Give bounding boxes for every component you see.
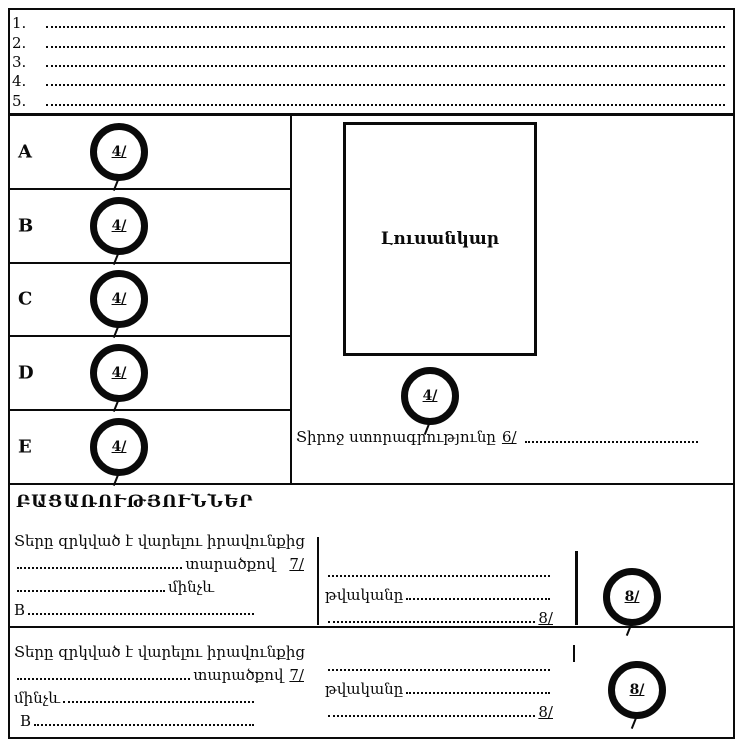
- stamp-number: 4/: [90, 197, 148, 255]
- until-line: [14, 684, 304, 707]
- dotted-field: [328, 573, 550, 577]
- category-row-a: [10, 116, 290, 190]
- stamp-number: 4/: [90, 270, 148, 328]
- line-number: 1.: [12, 14, 27, 33]
- dotted-field: [525, 439, 698, 443]
- dotted-field: [406, 690, 550, 694]
- stamp-number: 8/: [608, 661, 666, 719]
- deprivation-text-block: [14, 638, 304, 730]
- line-number: 4.: [12, 72, 27, 91]
- category-letter: B: [18, 215, 34, 237]
- category-line: [14, 707, 304, 730]
- stamp-circle-4: [90, 418, 148, 476]
- date-text-block: [325, 652, 553, 721]
- category-letter: C: [18, 288, 33, 310]
- line-number: 2.: [12, 33, 27, 52]
- territory-label: տարածքով: [193, 666, 284, 684]
- dotted-field: [17, 588, 165, 592]
- stamp-circle-4: [90, 123, 148, 181]
- stamp-tail: [631, 717, 637, 729]
- divider-bar: [573, 645, 575, 662]
- category-row-c: [10, 264, 290, 338]
- footnote-marker-8: 8/: [538, 609, 553, 627]
- dotted-field: [328, 667, 550, 671]
- category-label: B: [14, 601, 26, 619]
- category-column: [10, 116, 292, 483]
- signature-line: [296, 428, 700, 446]
- photo-box: [343, 122, 537, 356]
- deprived-text: Տերը զրկված է վարելու իրավունքից: [14, 643, 305, 661]
- exception-block-1: [10, 485, 733, 628]
- exception-block-2: [10, 628, 733, 735]
- numbered-lines-section: [10, 10, 733, 116]
- stamp-circle-8: [603, 568, 661, 626]
- stamp-number: 4/: [90, 344, 148, 402]
- stamp-circle-8: [608, 661, 666, 719]
- category-row-e: [10, 411, 290, 483]
- dotted-field: [17, 565, 182, 569]
- until-line: [14, 573, 304, 596]
- category-row-b: [10, 190, 290, 264]
- signature-label: Տիրոջ ստորագրությունը: [296, 428, 496, 446]
- numbered-line: [12, 92, 729, 109]
- dotted-field: [28, 611, 254, 615]
- territory-line: [14, 661, 304, 684]
- stamp-number: 4/: [90, 123, 148, 181]
- scanned-form-page: [8, 8, 735, 739]
- dotted-field: [17, 676, 190, 680]
- territory-line: [14, 550, 304, 573]
- footnote-marker-8: 8/: [538, 703, 553, 721]
- deprived-line: [14, 638, 304, 661]
- numbered-line: [12, 53, 729, 70]
- exceptions-title: ԲԱՑԱՌՈՒԹՅՈՒՆՆԵՐ: [16, 492, 254, 512]
- stamp-number: 4/: [90, 418, 148, 476]
- until-label: մինչև: [14, 689, 61, 707]
- date-marker-line: [325, 604, 553, 627]
- category-letter: A: [18, 141, 32, 163]
- dotted-field: [46, 63, 725, 67]
- category-line: [14, 596, 304, 619]
- numbered-line: [12, 72, 729, 89]
- date-label: թվականը: [325, 680, 404, 698]
- date-line: [325, 581, 553, 604]
- numbered-line: [12, 14, 729, 31]
- middle-section: [10, 116, 733, 485]
- territory-label: տարածքով: [185, 555, 276, 573]
- exceptions-section: [10, 485, 733, 735]
- category-row-d: [10, 337, 290, 411]
- deprived-line: [14, 527, 304, 550]
- photo-label: Լուսանկար: [380, 229, 500, 249]
- until-label: մինչև: [168, 578, 215, 596]
- dotted-field: [34, 722, 254, 726]
- stamp-number: 4/: [401, 367, 459, 425]
- stamp-circle-4: [90, 197, 148, 255]
- line-number: 5.: [12, 91, 27, 110]
- dotted-field: [46, 44, 725, 48]
- line-number: 3.: [12, 52, 27, 71]
- dotted-field: [328, 619, 535, 623]
- category-letter: D: [18, 362, 34, 384]
- dotted-field: [63, 699, 254, 703]
- stamp-number: 8/: [603, 568, 661, 626]
- footnote-marker-7: 7/: [289, 555, 304, 573]
- date-label: թվականը: [325, 586, 404, 604]
- dotted-field: [328, 713, 535, 717]
- divider-bar: [317, 537, 319, 625]
- blank-line: [325, 652, 553, 675]
- dotted-field: [46, 24, 725, 28]
- dotted-field: [46, 102, 725, 106]
- divider-bar: [575, 551, 578, 625]
- footnote-marker-6: 6/: [501, 428, 517, 446]
- stamp-circle-4: [90, 344, 148, 402]
- category-letter: E: [18, 436, 32, 458]
- dotted-field: [406, 596, 550, 600]
- numbered-line: [12, 34, 729, 51]
- deprived-text: Տերը զրկված է վարելու իրավունքից: [14, 532, 305, 550]
- category-label: B: [20, 712, 32, 730]
- stamp-circle-4: [401, 367, 459, 425]
- dotted-field: [46, 82, 725, 86]
- date-marker-line: [325, 698, 553, 721]
- blank-line: [325, 558, 553, 581]
- deprivation-text-block: [14, 527, 304, 619]
- date-line: [325, 675, 553, 698]
- stamp-circle-4: [90, 270, 148, 328]
- footnote-marker-7: 7/: [289, 666, 304, 684]
- date-text-block: [325, 558, 553, 627]
